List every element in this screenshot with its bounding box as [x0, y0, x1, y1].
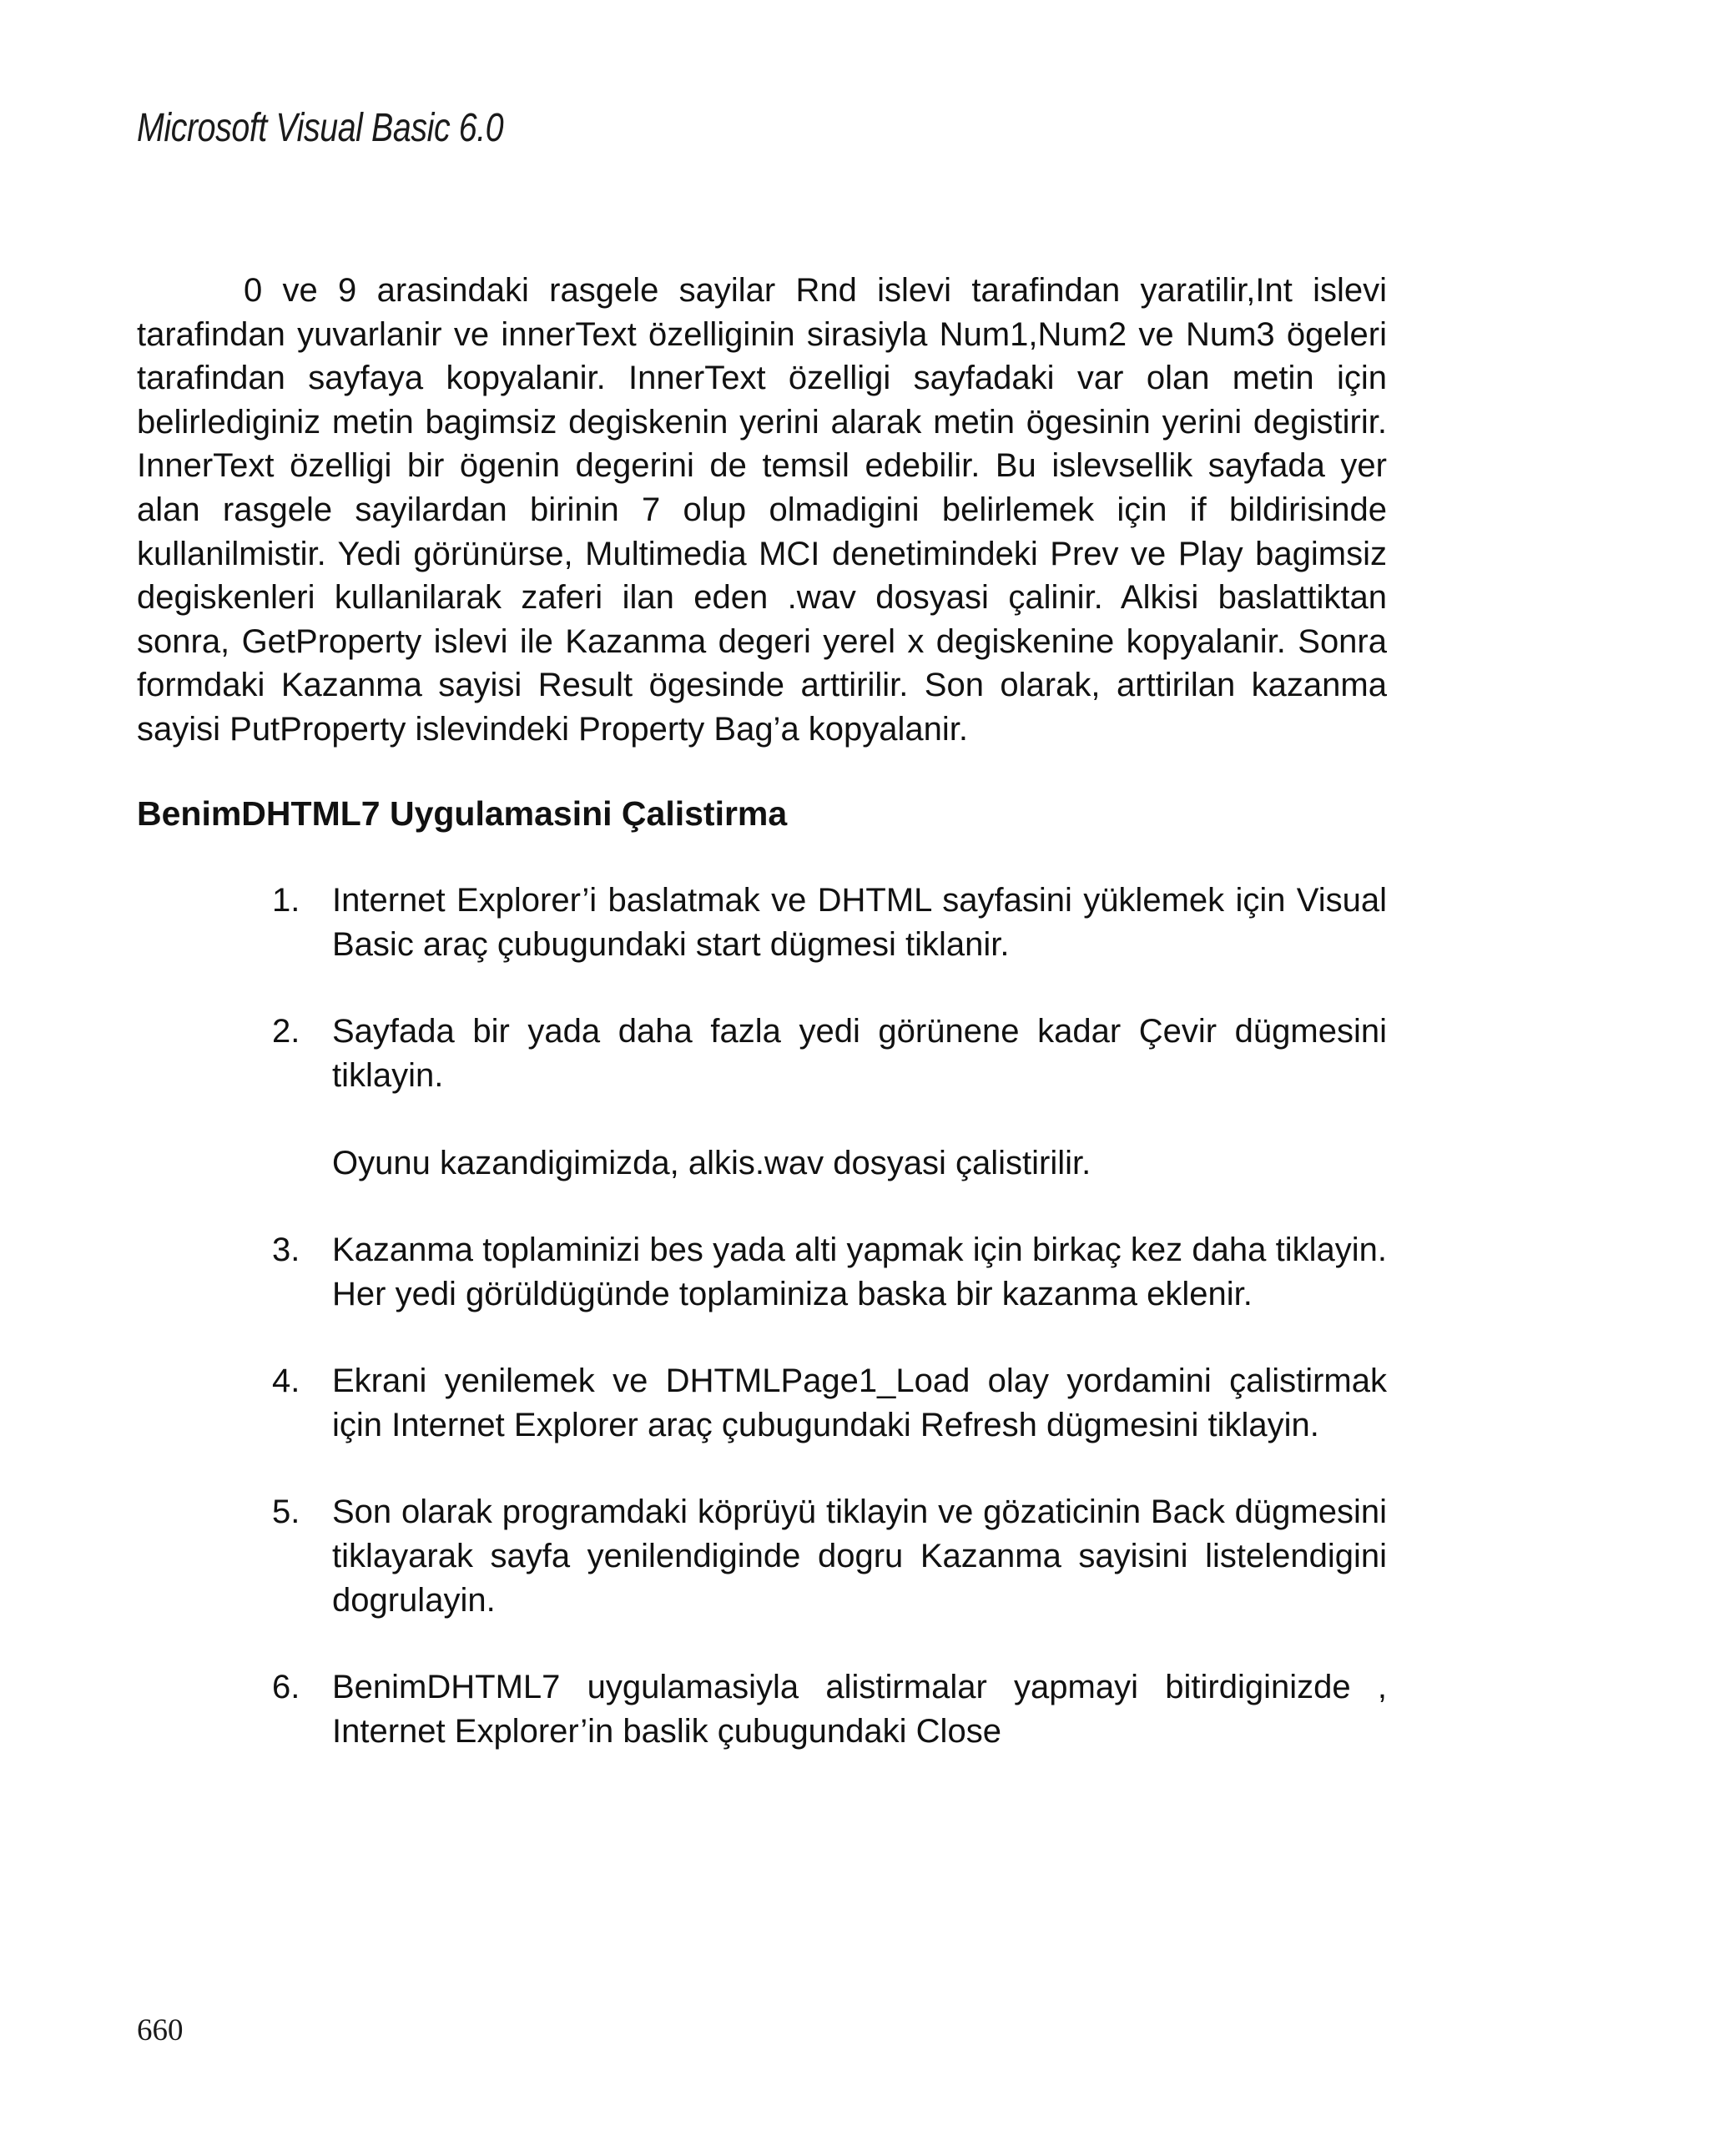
step-text: Internet Explorer’i baslatmak ve DHTML sayfasini yüklemek için Visual Basic araç çubugundaki start dügmesi tiklanir.: [332, 882, 1387, 963]
list-item: [137, 1359, 1387, 1447]
step-number: 1.: [272, 882, 300, 919]
page-content: [137, 269, 1387, 1796]
step-number: 2.: [272, 1013, 300, 1050]
section-heading: BenimDHTML7 Uygulamasini Çalistirma: [137, 793, 788, 833]
step-text: Sayfada bir yada daha fazla yedi görünene kadar Çevir dügmesini tiklayin.: [332, 1013, 1387, 1094]
step-number: 4.: [272, 1363, 300, 1400]
list-item: [137, 1228, 1387, 1316]
page-number: 660: [137, 2013, 184, 2048]
step-text: Kazanma toplaminizi bes yada alti yapmak için birkaç kez daha tiklayin. Her yedi görüldügünde toplaminiza baska bir kazanma eklenir.: [332, 1232, 1387, 1312]
steps-list: [137, 879, 1387, 1753]
list-item: [137, 879, 1387, 966]
list-item: [137, 1490, 1387, 1622]
step-note: Oyunu kazandigimizda, alkis.wav dosyasi çalistirilir.: [332, 1144, 1091, 1181]
step-number: 6.: [272, 1669, 300, 1706]
intro-paragraph: 0 ve 9 arasindaki rasgele sayilar Rnd islevi tarafindan yaratilir,Int islevi tarafindan yuvarlanir ve innerText özelliginin sirasiyla Num1,Num2 ve Num3 ögeleri tarafindan sayfaya kopyalanir. InnerText özelligi sayfadaki var olan metin için belirlediginiz metin bagimsiz degiskenin yerini alarak metin ögesinin yerini degistirir. InnerText özelligi bir ögenin degerini de temsil edebilir. Bu islevsellik sayfada yer alan rasgele sayilardan birinin 7 olup olmadigini belirlemek için if bildirisinde kullanilmistir. Yedi görünürse, Multimedia MCI denetimindeki Prev ve Play bagimsiz degiskenleri kullanilarak zaferi ilan eden .wav dosyasi çalinir. Alkisi baslattiktan sonra, GetProperty islevi ile Kazanma degeri yerel x degiskenine kopyalanir. Sonra formdaki Kazanma sayisi Result ögesinde arttirilir. Son olarak, arttirilan kazanma sayisi PutProperty islevindeki Property Bag’a kopyalanir.: [137, 272, 1387, 748]
step-number: 3.: [272, 1232, 300, 1269]
step-number: 5.: [272, 1494, 300, 1531]
running-header: Microsoft Visual Basic 6.0: [137, 106, 504, 150]
step-text: BenimDHTML7 uygulamasiyla alistirmalar yapmayi bitirdiginizde , Internet Explorer’in baslik çubugundaki Close: [332, 1669, 1387, 1750]
step-text: Ekrani yenilemek ve DHTMLPage1_Load olay yordamini çalistirmak için Internet Explorer araç çubugundaki Refresh dügmesini tiklayin.: [332, 1363, 1387, 1443]
step-text: Son olarak programdaki köprüyü tiklayin ve gözaticinin Back dügmesini tiklayarak sayfa yenilendiginde dogru Kazanma sayisini listelendigini dogrulayin.: [332, 1494, 1387, 1619]
list-item: [137, 1010, 1387, 1185]
list-item: [137, 1665, 1387, 1753]
